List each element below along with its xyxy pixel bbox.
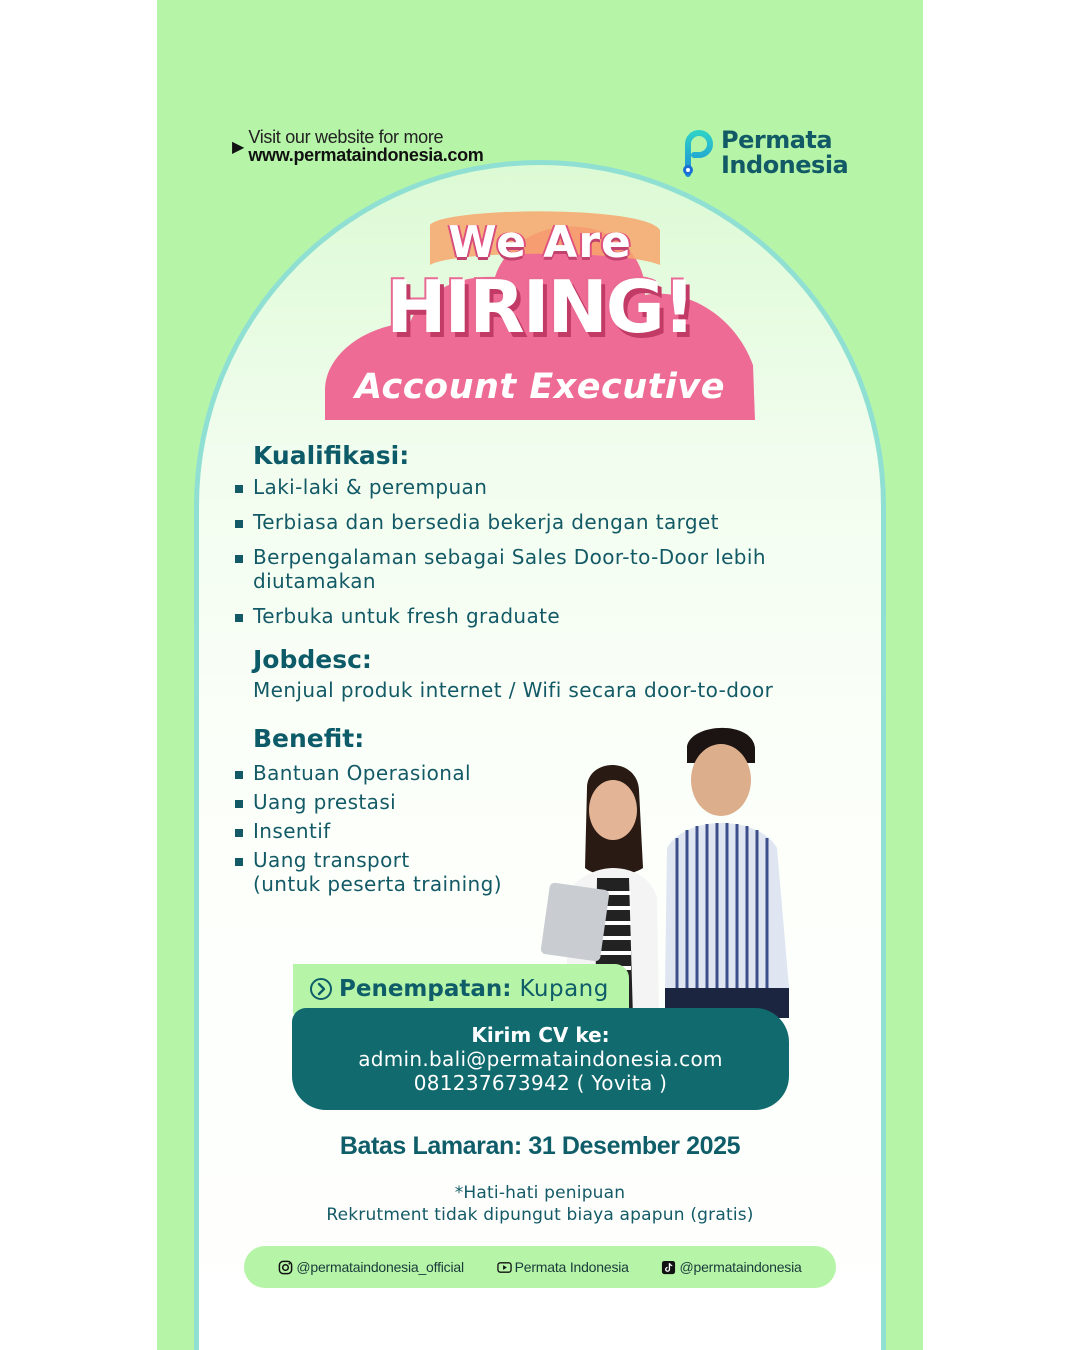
instagram-link[interactable]	[278, 1259, 464, 1275]
visit-text: Visit our website for more	[248, 127, 444, 147]
tiktok-handle: @permataindonesia	[679, 1259, 802, 1275]
cv-phone[interactable]: 081237673942 ( Yovita )	[413, 1071, 668, 1095]
permata-logo-icon	[682, 128, 716, 178]
fraud-warning	[157, 1182, 923, 1226]
list-item-continuation: (untuk peserta training)	[253, 872, 502, 896]
list-item: Terbuka untuk fresh graduate	[233, 604, 766, 628]
cv-contact-box	[292, 1008, 789, 1110]
chevron-circle-icon	[309, 977, 333, 1001]
cv-title: Kirim CV ke:	[471, 1023, 610, 1047]
jobdesc-text: Menjual produk internet / Wifi secara door-to-door	[253, 678, 774, 702]
deadline-text: Batas Lamaran: 31 Desember 2025	[339, 1132, 741, 1160]
brand-name-line2: Indonesia	[721, 151, 849, 179]
list-item: Terbiasa dan bersedia bekerja dengan target	[233, 510, 766, 534]
kualifikasi-title: Kualifikasi:	[253, 441, 410, 470]
warning-line2: Rekrutment tidak dipungut biaya apapun (gratis)	[326, 1205, 754, 1225]
benefit-list	[233, 761, 502, 896]
list-item-continuation: diutamakan	[253, 569, 376, 593]
play-arrow-icon: ▶	[232, 137, 245, 156]
list-item: Laki-laki & perempuan	[233, 475, 766, 499]
youtube-channel: Permata Indonesia	[514, 1259, 629, 1275]
headline-block	[325, 205, 755, 420]
tiktok-icon	[661, 1260, 676, 1275]
brand-logo	[682, 128, 848, 178]
instagram-handle: @permataindonesia_official	[296, 1259, 464, 1275]
list-item: Uang prestasi	[233, 790, 502, 814]
youtube-icon	[497, 1260, 512, 1275]
kualifikasi-list	[233, 475, 766, 628]
we-are-text: We Are	[448, 217, 632, 268]
placement-tab	[293, 964, 629, 1014]
hiring-poster	[157, 0, 923, 1350]
website-url[interactable]: www.permataindonesia.com	[248, 145, 484, 165]
list-item: Insentif	[233, 819, 502, 843]
instagram-icon	[278, 1260, 293, 1275]
tiktok-link[interactable]	[661, 1259, 801, 1275]
list-item: Berpengalaman sebagai Sales Door-to-Door lebih	[233, 545, 766, 569]
placement-value: Kupang	[519, 976, 609, 1002]
cv-email[interactable]: admin.bali@permataindonesia.com	[358, 1047, 723, 1071]
social-bar	[244, 1246, 836, 1288]
youtube-link[interactable]	[497, 1259, 629, 1275]
hiring-text: HIRING!	[386, 265, 694, 349]
placement-label: Penempatan:	[339, 976, 512, 1002]
website-link[interactable]	[232, 128, 484, 164]
position-title: Account Executive	[355, 367, 725, 407]
warning-line1: *Hati-hati penipuan	[454, 1183, 626, 1203]
jobdesc-title: Jobdesc:	[253, 645, 372, 674]
benefit-title: Benefit:	[253, 724, 365, 753]
list-item: Bantuan Operasional	[233, 761, 502, 785]
list-item: Uang transport	[233, 848, 502, 872]
brand-name-line1: Permata	[721, 126, 833, 154]
